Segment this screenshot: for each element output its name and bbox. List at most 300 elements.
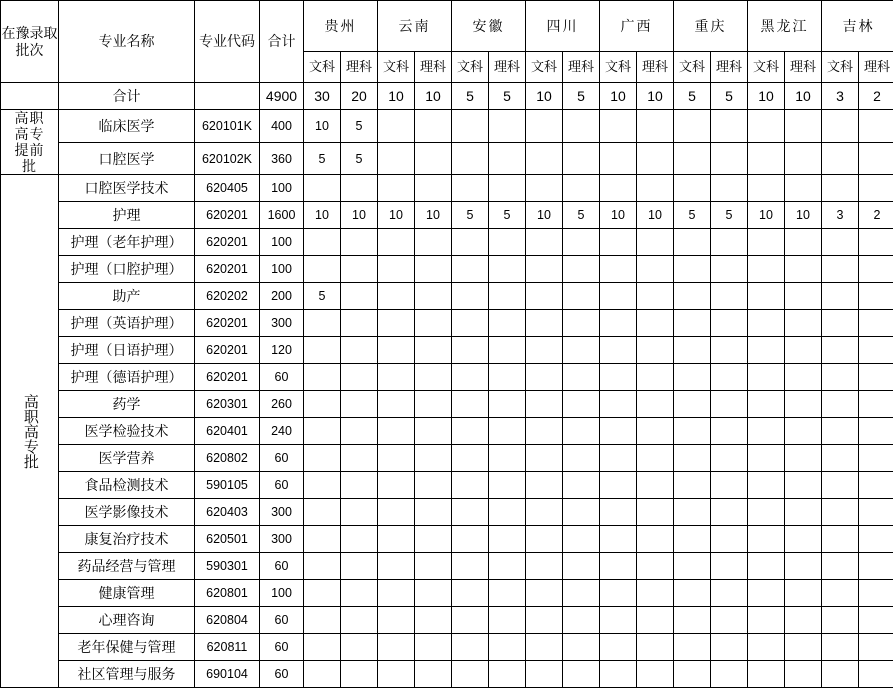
header-subject-1-0: 文科 (378, 52, 415, 83)
major-total: 300 (260, 526, 304, 553)
quota-cell (304, 418, 341, 445)
quota-cell (452, 364, 489, 391)
quota-cell (859, 418, 893, 445)
quota-cell (489, 634, 526, 661)
table-row (1, 445, 893, 472)
quota-cell (304, 499, 341, 526)
major-name: 心理咨询 (59, 607, 195, 634)
quota-cell (785, 110, 822, 143)
quota-cell (748, 110, 785, 143)
quota-cell (822, 283, 859, 310)
quota-cell (452, 337, 489, 364)
quota-cell (711, 175, 748, 202)
table-row (1, 202, 893, 229)
quota-cell (822, 256, 859, 283)
quota-cell (711, 553, 748, 580)
quota-cell (378, 418, 415, 445)
quota-cell (859, 580, 893, 607)
major-name: 医学检验技术 (59, 418, 195, 445)
quota-cell (711, 580, 748, 607)
header-province-1: 云南 (378, 1, 452, 52)
quota-cell (785, 634, 822, 661)
major-total: 60 (260, 607, 304, 634)
quota-cell (341, 580, 378, 607)
quota-cell (637, 526, 674, 553)
quota-cell (415, 607, 452, 634)
quota-cell (637, 499, 674, 526)
summary-batch-cell (1, 83, 59, 110)
quota-cell (711, 445, 748, 472)
quota-cell (563, 607, 600, 634)
quota-cell (452, 175, 489, 202)
quota-cell (526, 499, 563, 526)
major-total: 400 (260, 110, 304, 143)
quota-cell (859, 256, 893, 283)
quota-cell (489, 553, 526, 580)
quota-cell (600, 634, 637, 661)
quota-cell (637, 391, 674, 418)
quota-cell (563, 472, 600, 499)
major-total: 60 (260, 553, 304, 580)
major-code: 620811 (195, 634, 260, 661)
header-subject-7-1: 理科 (859, 52, 893, 83)
quota-cell (563, 634, 600, 661)
major-total: 60 (260, 661, 304, 688)
quota-cell (341, 607, 378, 634)
quota-cell (674, 580, 711, 607)
table-row (1, 110, 893, 143)
quota-cell (785, 526, 822, 553)
quota-cell (711, 364, 748, 391)
table-header (1, 1, 893, 83)
quota-cell (859, 310, 893, 337)
quota-cell (600, 445, 637, 472)
quota-cell (637, 229, 674, 256)
summary-label: 合计 (59, 83, 195, 110)
major-code: 620201 (195, 364, 260, 391)
quota-cell (526, 283, 563, 310)
quota-cell (859, 110, 893, 143)
quota-cell (711, 229, 748, 256)
quota-cell (637, 418, 674, 445)
table-row (1, 229, 893, 256)
quota-cell (452, 661, 489, 688)
header-province-4: 广西 (600, 1, 674, 52)
quota-cell (526, 445, 563, 472)
header-subject-5-1: 理科 (711, 52, 748, 83)
quota-cell (600, 661, 637, 688)
quota-cell (378, 580, 415, 607)
quota-cell (748, 472, 785, 499)
quota-cell (341, 283, 378, 310)
quota-cell (674, 499, 711, 526)
quota-cell (785, 256, 822, 283)
major-name: 护理（英语护理） (59, 310, 195, 337)
quota-cell (600, 256, 637, 283)
summary-value-15: 2 (859, 83, 893, 110)
quota-cell (674, 634, 711, 661)
quota-cell (341, 445, 378, 472)
summary-value-14: 3 (822, 83, 859, 110)
quota-cell (526, 364, 563, 391)
quota-cell (711, 526, 748, 553)
table-row (1, 499, 893, 526)
quota-cell (489, 499, 526, 526)
quota-cell (341, 391, 378, 418)
major-code: 620801 (195, 580, 260, 607)
major-total: 120 (260, 337, 304, 364)
quota-cell (304, 310, 341, 337)
quota-cell (563, 175, 600, 202)
quota-cell (526, 229, 563, 256)
quota-cell (378, 283, 415, 310)
quota-cell: 3 (822, 202, 859, 229)
quota-cell (304, 661, 341, 688)
quota-cell (452, 553, 489, 580)
quota-cell (600, 580, 637, 607)
quota-cell (637, 337, 674, 364)
quota-cell (711, 337, 748, 364)
quota-cell (822, 499, 859, 526)
quota-cell (785, 499, 822, 526)
summary-value-10: 5 (674, 83, 711, 110)
quota-cell (674, 391, 711, 418)
quota-cell (563, 110, 600, 143)
quota-cell (859, 607, 893, 634)
quota-cell (637, 661, 674, 688)
quota-cell (822, 634, 859, 661)
quota-cell (859, 634, 893, 661)
quota-cell (822, 310, 859, 337)
major-name: 护理（口腔护理） (59, 256, 195, 283)
quota-cell (859, 499, 893, 526)
quota-cell (341, 310, 378, 337)
quota-cell (600, 607, 637, 634)
major-name: 护理（日语护理） (59, 337, 195, 364)
quota-cell (859, 445, 893, 472)
quota-cell (378, 256, 415, 283)
quota-cell (785, 175, 822, 202)
quota-cell (748, 256, 785, 283)
quota-cell (563, 580, 600, 607)
quota-cell (378, 634, 415, 661)
quota-cell (600, 418, 637, 445)
quota-cell (822, 472, 859, 499)
quota-cell (748, 283, 785, 310)
quota-cell (711, 142, 748, 175)
quota-cell (822, 553, 859, 580)
quota-cell (822, 391, 859, 418)
quota-cell (637, 142, 674, 175)
quota-cell (378, 499, 415, 526)
quota-cell (711, 661, 748, 688)
quota-cell (341, 553, 378, 580)
quota-cell (378, 337, 415, 364)
quota-cell (415, 110, 452, 143)
quota-cell (452, 391, 489, 418)
major-name: 老年保健与管理 (59, 634, 195, 661)
quota-cell: 5 (452, 202, 489, 229)
quota-cell (378, 110, 415, 143)
quota-cell (526, 110, 563, 143)
quota-cell (822, 418, 859, 445)
summary-value-4: 5 (452, 83, 489, 110)
quota-cell (711, 607, 748, 634)
quota-cell (489, 580, 526, 607)
quota-cell (304, 607, 341, 634)
quota-cell (748, 634, 785, 661)
quota-cell: 5 (563, 202, 600, 229)
quota-cell (859, 337, 893, 364)
summary-value-2: 10 (378, 83, 415, 110)
quota-cell (637, 553, 674, 580)
quota-cell (674, 283, 711, 310)
quota-cell: 5 (674, 202, 711, 229)
quota-cell (563, 142, 600, 175)
quota-cell (859, 391, 893, 418)
quota-cell: 10 (304, 110, 341, 143)
quota-cell (711, 283, 748, 310)
quota-cell (859, 472, 893, 499)
header-subject-2-0: 文科 (452, 52, 489, 83)
quota-cell (378, 175, 415, 202)
quota-cell (711, 499, 748, 526)
quota-cell (563, 445, 600, 472)
quota-cell (785, 364, 822, 391)
quota-cell (600, 310, 637, 337)
header-subject-4-1: 理科 (637, 52, 674, 83)
header-province-7: 吉林 (822, 1, 893, 52)
quota-cell (637, 110, 674, 143)
header-province-0: 贵州 (304, 1, 378, 52)
quota-cell (378, 391, 415, 418)
quota-cell (637, 256, 674, 283)
quota-cell (304, 553, 341, 580)
quota-cell (378, 142, 415, 175)
header-row-provinces (1, 1, 893, 52)
quota-cell (415, 472, 452, 499)
major-total: 360 (260, 142, 304, 175)
quota-cell (304, 445, 341, 472)
major-total: 60 (260, 364, 304, 391)
quota-cell (748, 526, 785, 553)
major-name: 社区管理与服务 (59, 661, 195, 688)
quota-cell (822, 364, 859, 391)
quota-cell (674, 526, 711, 553)
quota-cell: 5 (304, 283, 341, 310)
quota-cell (785, 472, 822, 499)
header-province-6: 黑龙江 (748, 1, 822, 52)
quota-cell (341, 229, 378, 256)
quota-cell (489, 526, 526, 553)
quota-cell (563, 337, 600, 364)
quota-cell (563, 283, 600, 310)
summary-total: 4900 (260, 83, 304, 110)
quota-cell (822, 445, 859, 472)
table-row (1, 553, 893, 580)
quota-cell (452, 229, 489, 256)
major-code: 620201 (195, 202, 260, 229)
quota-cell (452, 499, 489, 526)
quota-cell (415, 229, 452, 256)
summary-value-3: 10 (415, 83, 452, 110)
quota-cell (563, 364, 600, 391)
quota-cell (822, 175, 859, 202)
quota-cell (378, 472, 415, 499)
quota-cell (822, 110, 859, 143)
major-name: 助产 (59, 283, 195, 310)
major-name: 药品经营与管理 (59, 553, 195, 580)
major-code: 620201 (195, 256, 260, 283)
quota-cell (674, 607, 711, 634)
summary-value-5: 5 (489, 83, 526, 110)
quota-cell (341, 661, 378, 688)
quota-cell (785, 607, 822, 634)
quota-cell (526, 634, 563, 661)
major-code: 620201 (195, 337, 260, 364)
quota-cell (415, 634, 452, 661)
quota-cell: 10 (637, 202, 674, 229)
quota-cell (637, 175, 674, 202)
summary-value-13: 10 (785, 83, 822, 110)
table-row (1, 472, 893, 499)
quota-cell (526, 526, 563, 553)
major-code: 620301 (195, 391, 260, 418)
quota-cell (859, 142, 893, 175)
quota-cell (748, 310, 785, 337)
quota-cell (341, 634, 378, 661)
quota-cell (600, 142, 637, 175)
quota-cell (489, 110, 526, 143)
quota-cell (563, 526, 600, 553)
quota-cell: 10 (600, 202, 637, 229)
quota-cell (563, 229, 600, 256)
quota-cell (304, 175, 341, 202)
quota-cell (489, 607, 526, 634)
header-subject-6-0: 文科 (748, 52, 785, 83)
major-code: 620201 (195, 229, 260, 256)
table-row-summary (1, 83, 893, 110)
quota-cell (304, 256, 341, 283)
quota-cell (674, 472, 711, 499)
quota-cell (415, 364, 452, 391)
quota-cell (822, 526, 859, 553)
major-code: 620403 (195, 499, 260, 526)
quota-cell (526, 580, 563, 607)
table-row (1, 283, 893, 310)
major-name: 护理 (59, 202, 195, 229)
major-name: 临床医学 (59, 110, 195, 143)
quota-cell (304, 634, 341, 661)
quota-cell (600, 499, 637, 526)
quota-cell (600, 337, 637, 364)
major-total: 300 (260, 499, 304, 526)
quota-cell (452, 607, 489, 634)
quota-cell (748, 337, 785, 364)
quota-cell (674, 553, 711, 580)
quota-cell (452, 256, 489, 283)
major-code: 620501 (195, 526, 260, 553)
quota-cell (489, 337, 526, 364)
quota-cell (600, 175, 637, 202)
quota-cell (489, 142, 526, 175)
quota-cell (304, 472, 341, 499)
quota-cell (304, 229, 341, 256)
major-code: 620804 (195, 607, 260, 634)
quota-cell (415, 661, 452, 688)
quota-cell (600, 110, 637, 143)
quota-cell (674, 661, 711, 688)
quota-cell (341, 175, 378, 202)
quota-cell (785, 142, 822, 175)
quota-cell (822, 142, 859, 175)
quota-cell (563, 310, 600, 337)
quota-cell (748, 364, 785, 391)
summary-value-12: 10 (748, 83, 785, 110)
batch-label-0: 高职高专提前批 (1, 110, 59, 175)
quota-cell (785, 337, 822, 364)
quota-cell (674, 110, 711, 143)
table-row (1, 142, 893, 175)
quota-cell (489, 283, 526, 310)
quota-cell (748, 142, 785, 175)
quota-cell (526, 553, 563, 580)
quota-cell (674, 142, 711, 175)
quota-cell (563, 256, 600, 283)
major-code: 620101K (195, 110, 260, 143)
quota-cell (452, 472, 489, 499)
major-name: 医学营养 (59, 445, 195, 472)
quota-cell (378, 229, 415, 256)
quota-cell: 10 (304, 202, 341, 229)
quota-cell (452, 418, 489, 445)
quota-cell (822, 661, 859, 688)
quota-cell (415, 256, 452, 283)
quota-cell (785, 418, 822, 445)
table-row (1, 337, 893, 364)
header-subject-6-1: 理科 (785, 52, 822, 83)
batch-label-1: 高职高专批 (1, 175, 59, 688)
quota-cell (600, 553, 637, 580)
quota-cell (452, 445, 489, 472)
quota-cell (489, 364, 526, 391)
quota-cell (637, 445, 674, 472)
quota-cell (526, 418, 563, 445)
header-subject-3-0: 文科 (526, 52, 563, 83)
quota-cell: 5 (489, 202, 526, 229)
quota-cell (526, 661, 563, 688)
quota-cell: 10 (415, 202, 452, 229)
major-total: 100 (260, 580, 304, 607)
summary-value-8: 10 (600, 83, 637, 110)
major-total: 100 (260, 256, 304, 283)
quota-cell (489, 445, 526, 472)
quota-cell (748, 499, 785, 526)
quota-cell (748, 391, 785, 418)
summary-value-1: 20 (341, 83, 378, 110)
table-row (1, 364, 893, 391)
quota-cell (600, 229, 637, 256)
quota-cell (600, 364, 637, 391)
quota-cell (452, 283, 489, 310)
header-subject-3-1: 理科 (563, 52, 600, 83)
summary-code (195, 83, 260, 110)
quota-cell (415, 499, 452, 526)
quota-cell (711, 110, 748, 143)
quota-cell (600, 472, 637, 499)
table-row (1, 391, 893, 418)
quota-cell (489, 418, 526, 445)
